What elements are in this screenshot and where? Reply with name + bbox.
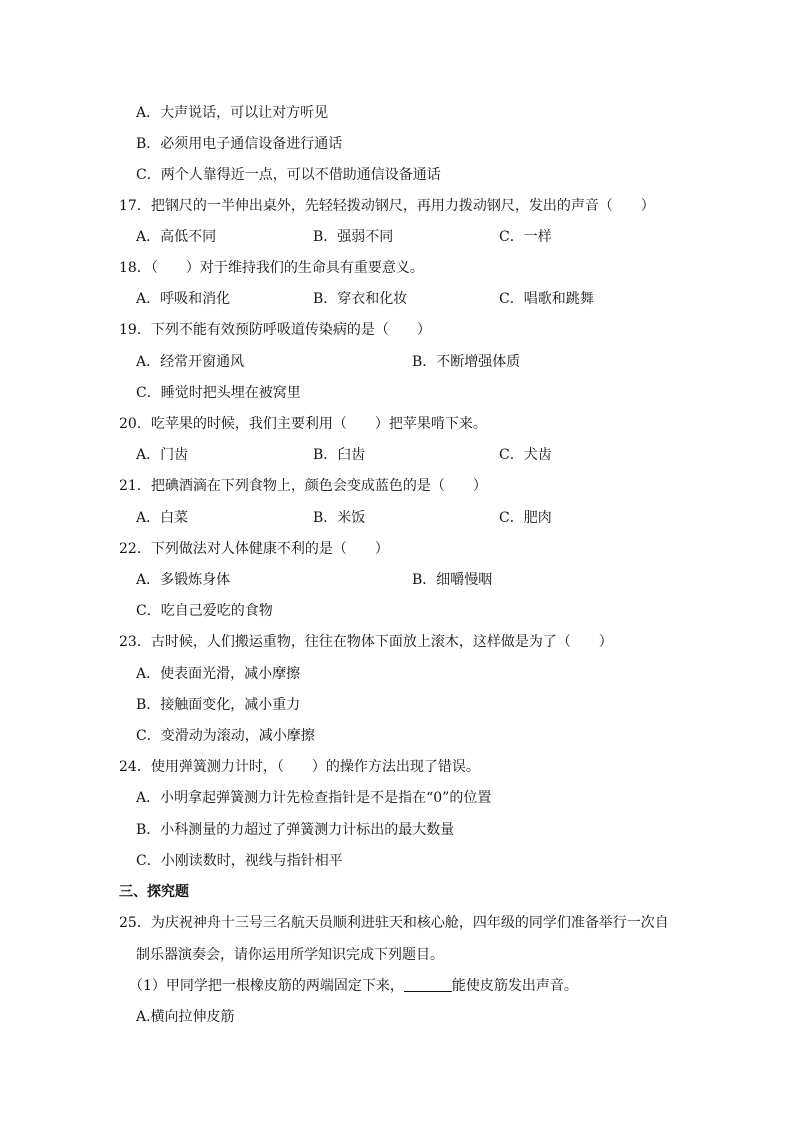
option-23a: A．使表面光滑，减小摩擦 [136, 666, 301, 682]
question-18: 18．（ ）对于维持我们的生命具有重要意义。 [119, 260, 424, 276]
question-20: 20．吃苹果的时候，我们主要利用（ ）把苹果啃下来。 [119, 416, 487, 432]
option-17c: C．一样 [499, 229, 552, 245]
option-21a: A．白菜 [136, 510, 189, 526]
option-17b: B．强弱不同 [313, 229, 394, 245]
option-19c: C．睡觉时把头埋在被窝里 [136, 385, 301, 401]
section-heading: 三、探究题 [119, 884, 189, 900]
option-23b: B．接触面变化，减小重力 [136, 697, 301, 713]
option-23c: C．变滑动为滚动，减小摩擦 [136, 728, 315, 744]
option-24c: C．小刚读数时，视线与指针相平 [136, 853, 343, 869]
option-19a: A．经常开窗通风 [136, 354, 245, 370]
sub1-text-after: 能使皮筋发出声音。 [451, 978, 578, 994]
option-18c: C．唱歌和跳舞 [499, 291, 594, 307]
question-22: 22．下列做法对人体健康不利的是（ ） [119, 541, 389, 557]
option-20c: C．犬齿 [499, 447, 552, 463]
question-24: 24．使用弹簧测力计时，（ ）的操作方法出现了错误。 [119, 759, 480, 775]
option-16a: A．大声说话，可以让对方听见 [136, 105, 329, 121]
option-20a: A．门齿 [136, 447, 189, 463]
question-25-line1: 25．为庆祝神舟十三号三名航天员顺利进驻天和核心舱，四年级的同学们准备举行一次自 [119, 915, 669, 931]
option-22b: B．细嚼慢咽 [412, 572, 493, 588]
option-24b: B．小科测量的力超过了弹簧测力计标出的最大数量 [136, 822, 455, 838]
option-20b: B．臼齿 [313, 447, 366, 463]
question-23: 23．古时候，人们搬运重物，往往在物体下面放上滚木，这样做是为了（ ） [119, 634, 613, 650]
option-24a: A．小明拿起弹簧测力计先检查指针是不是指在“0”的位置 [136, 790, 492, 806]
question-19: 19．下列不能有效预防呼吸道传染病的是（ ） [119, 322, 431, 338]
option-21b: B．米饭 [313, 510, 366, 526]
option-18b: B．穿衣和化妆 [313, 291, 408, 307]
sub1-text-before: （1）甲同学把一根橡皮筋的两端固定下来， [129, 978, 404, 994]
option-25a: A.横向拉伸皮筋 [136, 1009, 235, 1025]
option-19b: B．不断增强体质 [412, 354, 521, 370]
question-25-line2: 制乐器演奏会，请你运用所学知识完成下列题目。 [136, 947, 444, 963]
option-16c: C．两个人靠得近一点，可以不借助通信设备通话 [136, 167, 441, 183]
option-16b: B．必须用电子通信设备进行通话 [136, 136, 343, 152]
option-18a: A．呼吸和消化 [136, 291, 231, 307]
option-22c: C．吃自己爱吃的食物 [136, 603, 273, 619]
option-21c: C．肥肉 [499, 510, 552, 526]
question-21: 21．把碘酒滴在下列食物上，颜色会变成蓝色的是（ ） [119, 478, 487, 494]
answer-blank[interactable] [404, 977, 452, 992]
option-22a: A．多锻炼身体 [136, 572, 231, 588]
question-17: 17．把钢尺的一半伸出桌外，先轻轻拨动钢尺，再用力拨动钢尺，发出的声音（ ） [119, 198, 655, 214]
option-17a: A．高低不同 [136, 229, 217, 245]
question-25-sub1 [129, 977, 578, 995]
